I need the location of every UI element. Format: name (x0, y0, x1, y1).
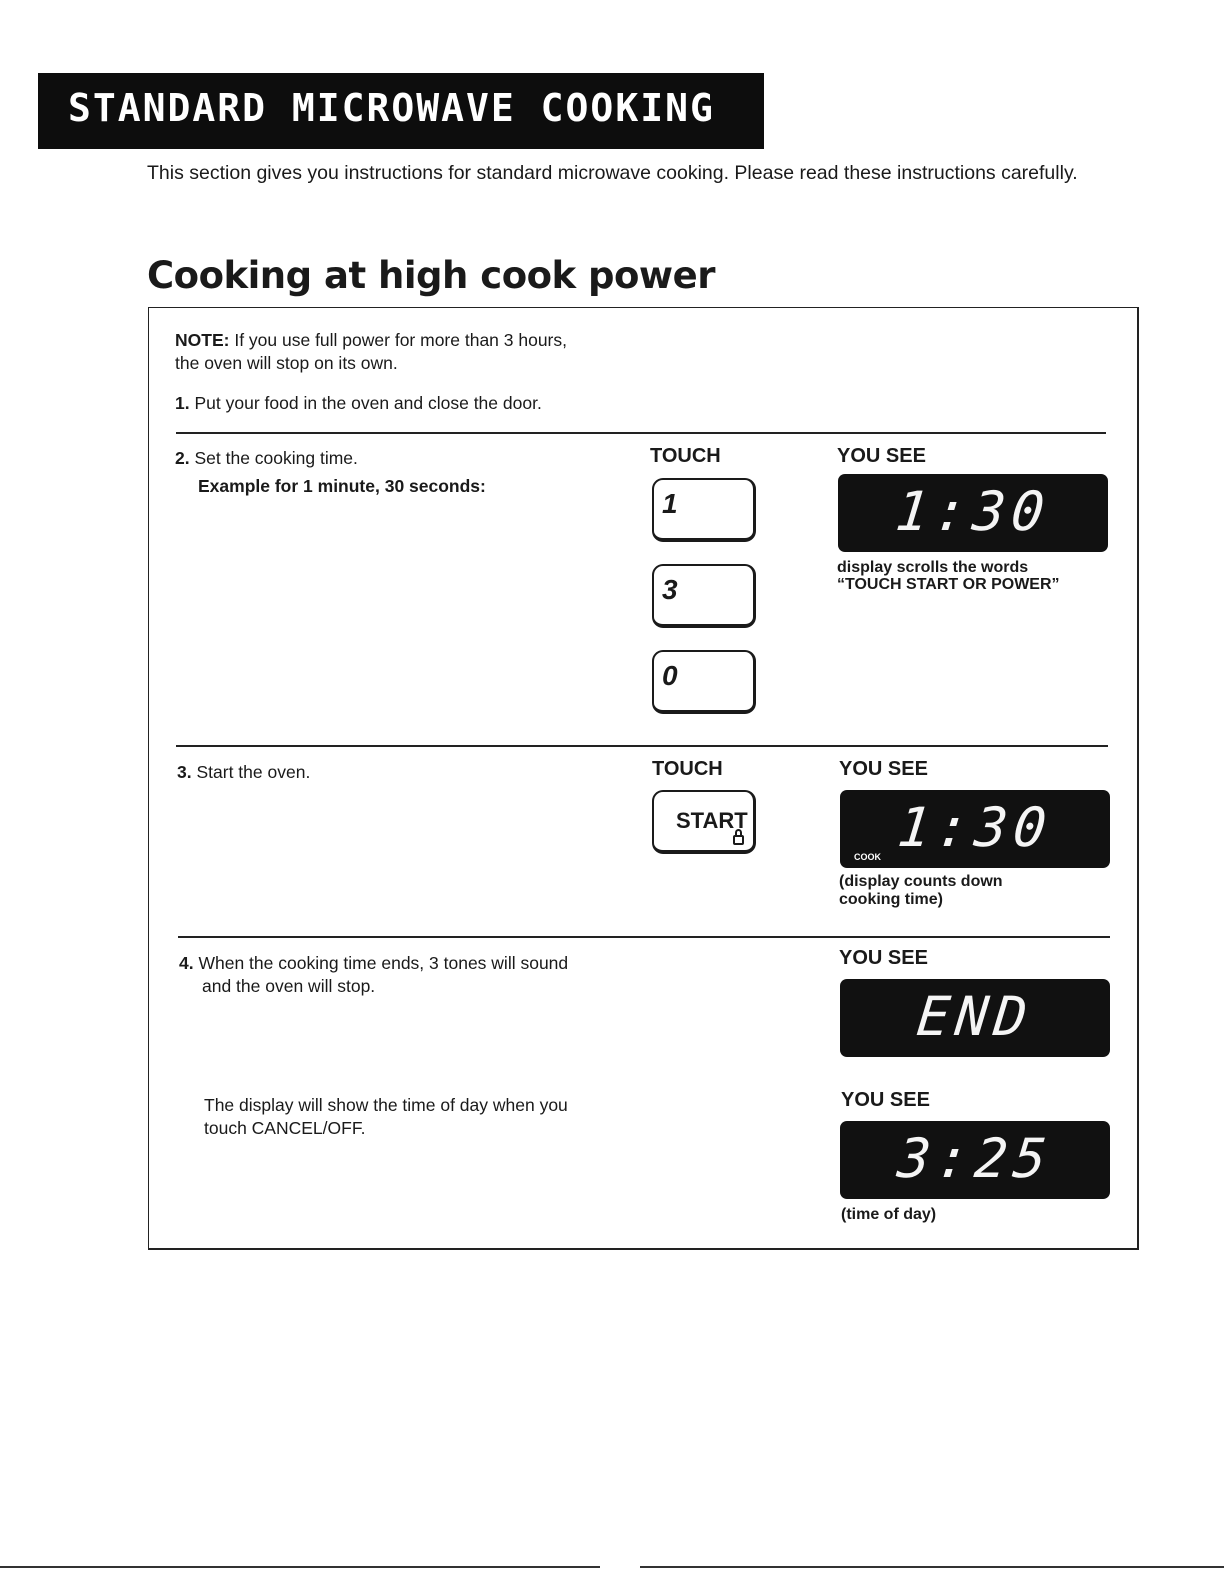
step-3 (177, 761, 310, 784)
oven-display (840, 790, 1110, 868)
step-2-example: Example for 1 minute, 30 seconds: (198, 476, 486, 496)
step-2 (175, 447, 358, 470)
footer-rule (640, 1566, 1224, 1568)
you-see-header: YOU SEE (839, 758, 928, 780)
key-3-button[interactable] (652, 564, 756, 628)
step-4-note-2: touch CANCEL/OFF. (204, 1118, 366, 1138)
you-see-header: YOU SEE (841, 1089, 930, 1111)
step-4-number: 4. (179, 953, 194, 973)
key-1-button[interactable] (652, 478, 756, 542)
divider (178, 936, 1110, 938)
display-readout: 3:25 (894, 1127, 1056, 1190)
key-label: 1 (662, 488, 678, 519)
display-caption-2: “TOUCH START OR POWER” (837, 576, 1060, 593)
step-1-number: 1. (175, 393, 190, 413)
key-label: 0 (662, 660, 678, 691)
note-text-1: If you use full power for more than 3 hours, (234, 330, 567, 350)
banner-title: STANDARD MICROWAVE COOKING (68, 86, 715, 130)
note-text-2: the oven will stop on its own. (175, 353, 398, 373)
you-see-header: YOU SEE (837, 445, 926, 467)
intro-text: This section gives you instructions for standard microwave cooking. Please read these instructions carefully. (147, 162, 1078, 184)
display-caption-1: (display counts down (839, 873, 1003, 890)
key-label: 3 (662, 574, 678, 605)
divider (176, 745, 1108, 747)
note-label: NOTE: (175, 330, 230, 350)
divider (176, 432, 1106, 434)
step-2-text: Set the cooking time. (194, 448, 358, 468)
lock-icon (733, 835, 744, 845)
oven-display (838, 474, 1108, 552)
cook-indicator: COOK (854, 852, 881, 862)
key-0-button[interactable] (652, 650, 756, 714)
touch-header: TOUCH (650, 445, 721, 467)
display-readout: 1:30 (892, 480, 1054, 543)
step-1 (175, 392, 542, 415)
step-4 (179, 952, 568, 975)
step-3-number: 3. (177, 762, 192, 782)
display-readout: END (913, 985, 1037, 1048)
note-line1 (175, 329, 567, 352)
step-2-number: 2. (175, 448, 190, 468)
display-caption-1: display scrolls the words (837, 559, 1029, 576)
start-button[interactable] (652, 790, 756, 854)
step-4-text: When the cooking time ends, 3 tones will sound (198, 953, 569, 973)
display-readout: 1:30 (894, 796, 1056, 859)
step-3-text: Start the oven. (196, 762, 311, 782)
footer-rule (0, 1566, 600, 1568)
step-4-note-1: The display will show the time of day when you (204, 1095, 568, 1115)
touch-header: TOUCH (652, 758, 723, 780)
oven-display (840, 979, 1110, 1057)
page-title: Cooking at high cook power (147, 254, 715, 297)
display-caption: (time of day) (841, 1206, 937, 1223)
display-caption-2: cooking time) (839, 891, 944, 908)
you-see-header: YOU SEE (839, 947, 928, 969)
start-label: START (676, 808, 748, 833)
oven-display (840, 1121, 1110, 1199)
step-1-text: Put your food in the oven and close the door. (194, 393, 542, 413)
step-4-text-2: and the oven will stop. (202, 976, 376, 996)
